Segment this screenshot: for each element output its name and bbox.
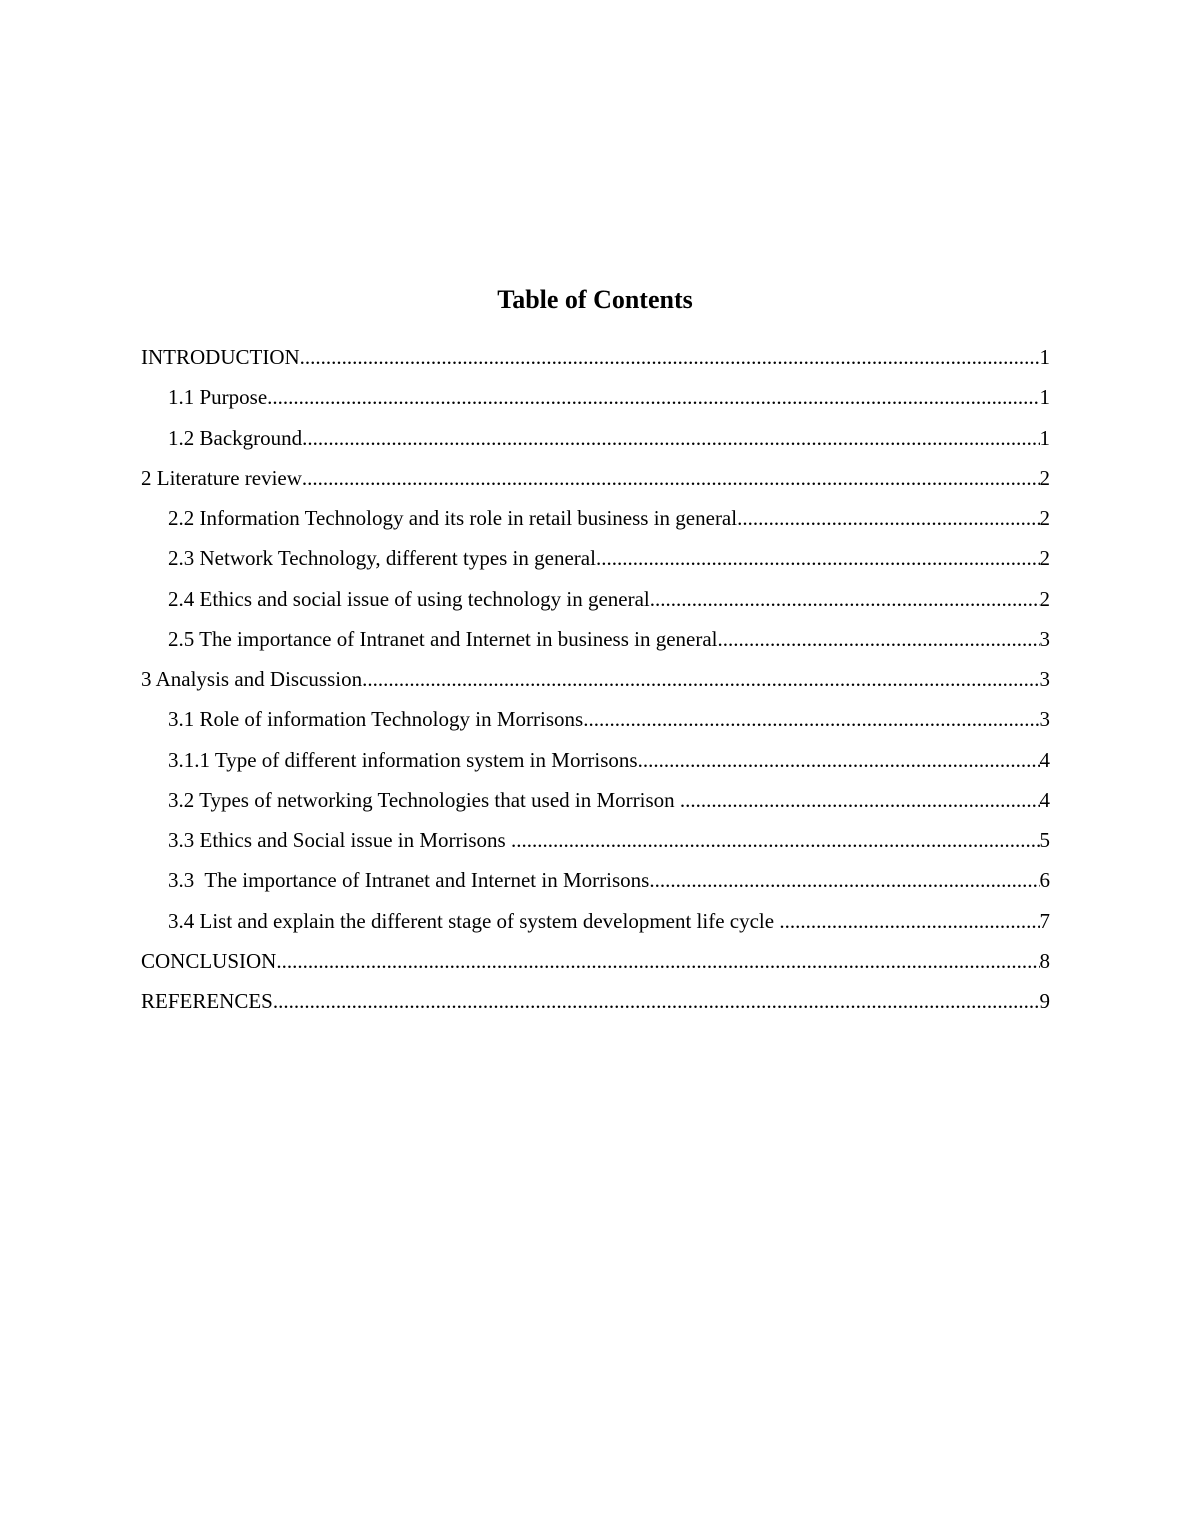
toc-entry-label: 3.3 The importance of Intranet and Internet in Morrisons [168,868,650,893]
toc-entry[interactable] [141,702,1050,742]
toc-entry[interactable] [141,582,1050,622]
toc-dot-leader [267,380,1039,414]
toc-entry[interactable] [141,823,1050,863]
toc-entry-page-number: 4 [1039,747,1050,772]
toc-dot-leader [718,622,1040,656]
toc-entry-label: 2.3 Network Technology, different types in general [168,546,596,571]
toc-dot-leader [276,944,1039,978]
toc-entry[interactable] [141,743,1050,783]
toc-list [141,340,1050,1024]
toc-entry-label: 2.4 Ethics and social issue of using technology in general [168,586,650,611]
toc-dot-leader [779,904,1039,938]
toc-dot-leader [649,863,1039,897]
toc-entry-label: 3.1 Role of information Technology in Morrisons [168,707,584,732]
toc-entry-label: 3.2 Types of networking Technologies that used in Morrison [168,787,680,812]
toc-entry-label: CONCLUSION [141,948,277,973]
toc-dot-leader [596,541,1040,575]
toc-entry[interactable] [141,622,1050,662]
toc-entry[interactable] [141,863,1050,903]
toc-entry-label: 3.1.1 Type of different information system in Morrisons [168,747,638,772]
toc-entry[interactable] [141,380,1050,420]
toc-entry-page-number: 2 [1039,465,1050,490]
toc-dot-leader [650,582,1040,616]
toc-dot-leader [273,984,1040,1018]
toc-dot-leader [638,743,1040,777]
toc-dot-leader [302,421,1039,455]
toc-entry[interactable] [141,984,1050,1024]
toc-entry-page-number: 1 [1039,345,1050,369]
toc-entry-page-number: 7 [1039,908,1050,933]
toc-entry[interactable] [141,421,1050,461]
toc-entry-page-number: 2 [1039,506,1050,530]
toc-entry-page-number: 8 [1039,948,1050,973]
toc-entry-page-number: 4 [1039,787,1050,812]
toc-entry-label: 1.1 Purpose [168,385,268,410]
toc-entry-page-number: 1 [1039,425,1050,450]
toc-entry-label: INTRODUCTION [141,345,300,369]
toc-entry-page-number: 2 [1039,586,1050,611]
toc-entry[interactable] [141,783,1050,823]
toc-entry-label: 2 Literature review [141,465,302,490]
toc-dot-leader [680,783,1040,817]
toc-entry-label: REFERENCES [141,989,273,1013]
toc-entry[interactable] [141,461,1050,501]
toc-entry-label: 3.4 List and explain the different stage of system development life cycle [168,908,780,933]
toc-entry[interactable] [141,904,1050,944]
toc-entry-label: 1.2 Background [168,425,303,450]
toc-dot-leader [362,662,1039,696]
toc-entry-label: 3.3 Ethics and Social issue in Morrisons [168,828,511,852]
toc-entry-label: 3 Analysis and Discussion [141,667,363,691]
toc-entry-page-number: 3 [1039,707,1050,732]
toc-dot-leader [583,702,1039,736]
toc-entry[interactable] [141,541,1050,581]
toc-dot-leader [511,823,1040,857]
toc-entry[interactable] [141,501,1050,541]
toc-entry-page-number: 6 [1039,868,1050,893]
toc-entry-page-number: 9 [1039,989,1050,1013]
toc-entry-page-number: 2 [1039,546,1050,571]
toc-entry-label: 2.5 The importance of Intranet and Internet in business in general [168,626,718,651]
toc-entry-page-number: 5 [1039,828,1050,852]
toc-entry-page-number: 1 [1039,385,1050,410]
toc-title: Table of Contents [497,285,693,314]
toc-dot-leader [737,501,1039,535]
toc-entry-label: 2.2 Information Technology and its role in retail business in general [168,506,738,530]
toc-dot-leader [302,461,1040,495]
toc-entry-page-number: 3 [1039,626,1050,651]
toc-entry-page-number: 3 [1039,667,1050,691]
toc-entry[interactable] [141,944,1050,984]
toc-entry[interactable] [141,340,1050,380]
toc-entry[interactable] [141,662,1050,702]
toc-dot-leader [300,340,1040,374]
